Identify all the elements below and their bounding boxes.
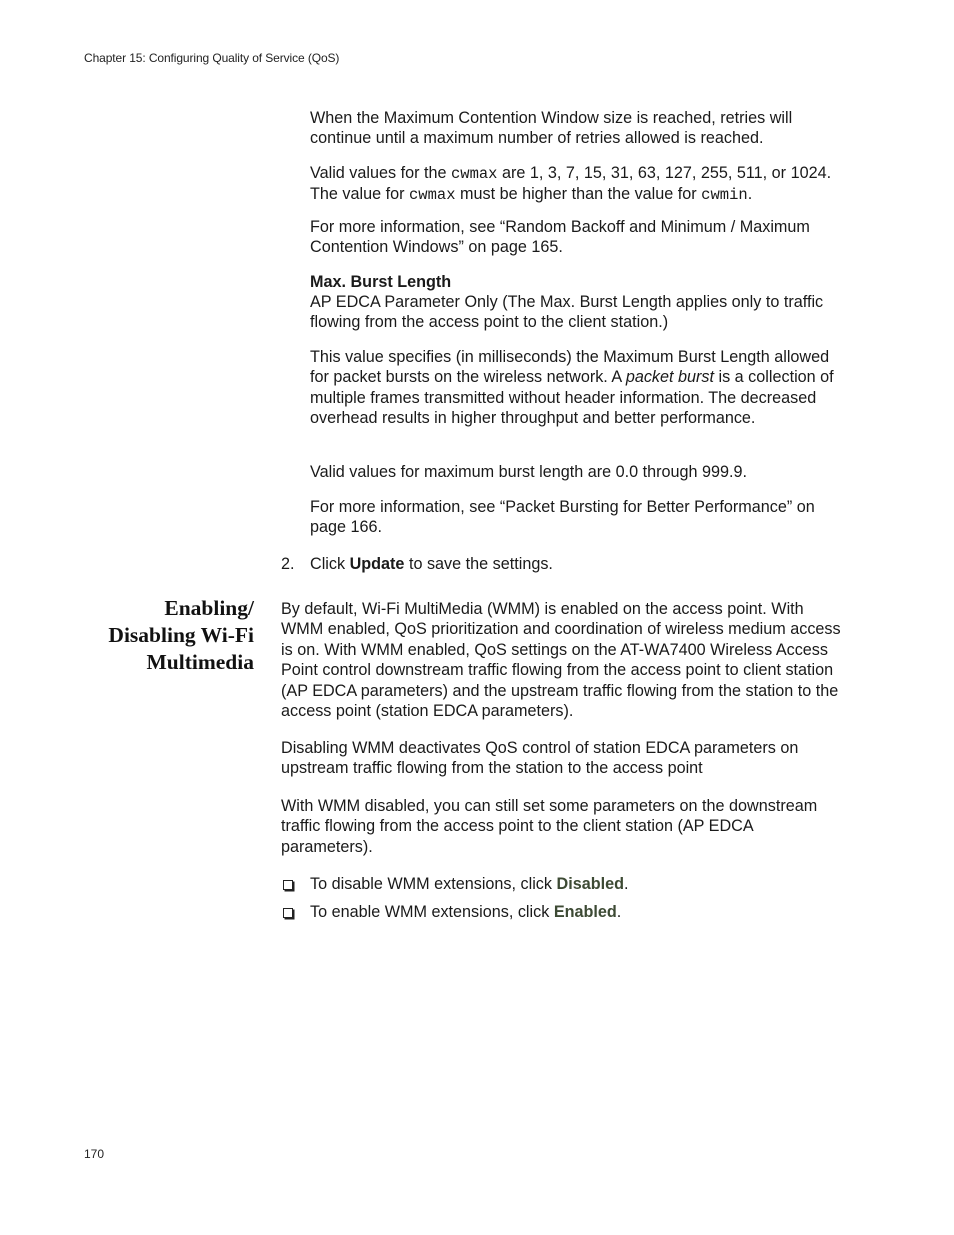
update-label: Update: [349, 555, 405, 573]
term-packet-burst: packet burst: [625, 368, 714, 387]
bullet-enable-wmm: [281, 902, 845, 924]
bullet-text: [310, 902, 621, 922]
text-run: This value specifies (in milliseconds) the Maximum Burst Length allowed for packet bursts on the wireless network. A: [310, 348, 830, 387]
wmm-disabled-paragraph: With WMM disabled, you can still set some parameters on the downstream traffic flowing from the access point to the client station (AP EDCA parameters).: [281, 797, 818, 856]
code-cwmax: cwmax: [408, 186, 456, 205]
heading-line: Multimedia: [146, 650, 254, 674]
bullet-disable-wmm: [281, 874, 845, 896]
text-run: To enable WMM extensions, click: [310, 903, 554, 921]
step-number: 2.: [281, 555, 295, 573]
text-run: .: [623, 875, 629, 893]
enabled-label: Enabled: [553, 903, 617, 921]
text-run: to save the settings.: [404, 555, 553, 573]
checkbox-bullet-icon: [283, 908, 293, 918]
cwmax-reference-paragraph: For more information, see “Random Backoff and Minimum / Maximum Contention Windows” on page 165.: [310, 218, 810, 257]
burst-length-reference: For more information, see “Packet Bursting for Better Performance” on page 166.: [310, 498, 815, 537]
text-run: Click: [310, 555, 350, 573]
text-run: .: [616, 903, 622, 921]
burst-length-intro: AP EDCA Parameter Only (The Max. Burst Length applies only to traffic flowing from the access point to the client station.): [310, 293, 824, 332]
text-run: Valid values for the: [310, 164, 451, 182]
text-run: .: [747, 185, 753, 204]
cwmax-valid-values-paragraph: [310, 163, 845, 206]
disabled-label: Disabled: [556, 875, 624, 893]
wmm-disabling-paragraph: Disabling WMM deactivates QoS control of station EDCA parameters on upstream traffic flowing from the station to the access point: [281, 739, 799, 778]
heading-line: Enabling/: [164, 596, 254, 620]
code-cwmax: cwmax: [450, 165, 498, 183]
text-run: To disable WMM extensions, click: [310, 875, 557, 893]
wmm-default-paragraph: By default, Wi-Fi MultiMedia (WMM) is enabled on the access point. With WMM enabled, QoS prioritization and coordination of wireless medium access is on. With WMM enabled, QoS settings on the AT-WA7400 Wireless Access Point control downstream traffic flowing from the access point to client station (AP EDCA parameters) and the upstream traffic flowing from the station to the access point (station EDCA parameters).: [281, 600, 841, 721]
code-cwmin: cwmin: [701, 186, 748, 205]
text-run: are 1, 3, 7, 15, 31, 63, 127, 255, 511, or 1024. The value for: [310, 164, 832, 204]
burst-length-description: [310, 347, 845, 429]
page-number: 170: [84, 1147, 105, 1161]
heading-line: Disabling Wi-Fi: [108, 623, 254, 647]
running-header: Chapter 15: Configuring Quality of Service (QoS): [84, 51, 340, 65]
cwmax-retries-paragraph: When the Maximum Contention Window size is reached, retries will continue until a maximum number of retries allowed is reached.: [310, 109, 793, 148]
burst-length-valid-values: Valid values for maximum burst length are 0.0 through 999.9.: [310, 463, 747, 481]
text-run: is a collection of multiple frames transmitted without header information. The decreased overhead results in higher throughput and better performance.: [310, 368, 834, 428]
checkbox-bullet-icon: [283, 880, 293, 890]
bullet-text: [310, 874, 628, 894]
step-2: [281, 554, 553, 574]
section-heading-wmm: [90, 595, 254, 676]
text-run: must be higher than the value for: [455, 185, 702, 204]
burst-length-heading: Max. Burst Length: [310, 273, 452, 291]
